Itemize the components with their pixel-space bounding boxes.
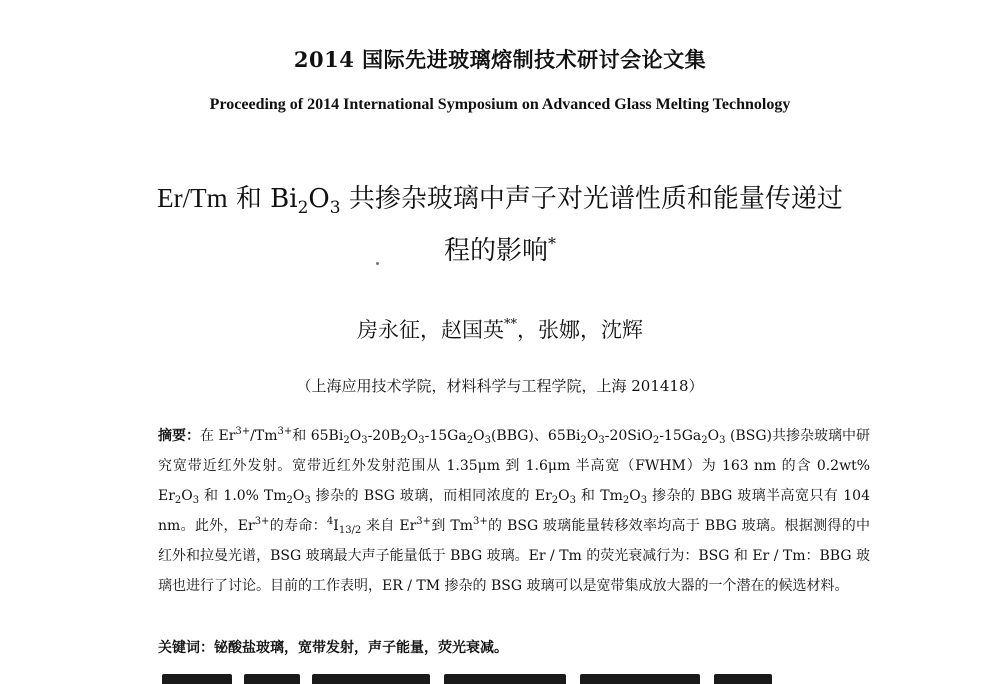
abstract-sup: 3+ — [277, 426, 293, 437]
cut-off-glyphs — [244, 674, 300, 684]
abstract-text: O — [181, 488, 193, 504]
abstract-text: 和 1.0% Tm — [199, 488, 287, 504]
title-footnote-mark: * — [548, 234, 556, 253]
abstract-text: O — [406, 428, 419, 444]
abstract-text: 来自 Er — [361, 518, 417, 534]
cut-off-glyphs — [162, 674, 232, 684]
abstract-text: O — [586, 428, 599, 444]
cut-off-glyphs — [580, 674, 700, 684]
abstract-sub: 3 — [640, 495, 648, 506]
affiliation: （上海应用技术学院，材料科学与工程学院，上海 201418） — [296, 377, 704, 395]
title-part: 程的影响 — [443, 236, 548, 266]
abstract-sub: 2 — [174, 495, 182, 506]
proceedings-title-cn: 2014 国际先进玻璃熔制技术研讨会论文集 — [293, 47, 707, 72]
title-sub: 3 — [329, 198, 341, 218]
abstract-sub: 3 — [569, 495, 576, 506]
abstract-sup: 4 — [326, 516, 334, 527]
abstract-sup: 3+ — [473, 516, 488, 527]
abstract-paragraph — [158, 421, 870, 601]
authors-part: ，张娜，沈辉 — [517, 318, 643, 342]
cut-off-glyphs — [714, 674, 772, 684]
abstract-text: -20SiO — [604, 428, 653, 444]
abstract — [158, 421, 870, 601]
title-part: 和 Bi — [227, 184, 298, 214]
corresponding-mark: ** — [504, 317, 517, 332]
cut-off-glyphs — [312, 674, 430, 684]
abstract-text: 的 BSG 玻璃能量转移效率均高于 BBG 玻璃。根据测得的中红外和拉曼光谱，BSG 玻璃最大声子能量低于 BBG 玻璃。Er / Tm 的荧光衰减行为：BSG 和 Er / Tm：BBG 玻璃也进行了讨论。目前的工作表明，ER / TM 掺杂的 BSG 玻璃可以是宽带集成放大器的一个潜在的候选材料。 — [158, 518, 870, 594]
abstract-sub: 13/2 — [338, 525, 362, 536]
cut-off-heading — [162, 670, 772, 684]
authors-part: 房永征，赵国英 — [357, 318, 504, 342]
abstract-sub: 2 — [652, 435, 660, 446]
abstract-text: O — [558, 488, 570, 504]
abstract-text: -15Ga — [659, 428, 702, 444]
abstract-label: 摘要： — [158, 428, 201, 444]
abstract-text: 掺杂的 BSG 玻璃，而相同浓度的 Er — [310, 488, 552, 504]
abstract-text: -15Ga — [424, 428, 467, 444]
title-part: O — [308, 184, 330, 214]
abstract-sup: 3+ — [416, 516, 432, 527]
keywords: 关键词：铋酸盐玻璃，宽带发射，声子能量，荧光衰减。 — [158, 640, 508, 656]
abstract-sub: 2 — [701, 435, 708, 446]
abstract-text: 到 Tm — [431, 518, 473, 534]
proceedings-title-en: Proceeding of 2014 International Symposium on Advanced Glass Melting Technology — [209, 96, 791, 113]
abstract-text: (BSG)共掺杂玻璃中研究宽带近红外发射。宽带近红外发射范围从 1.35μm 到 1.6μm 半高宽（FWHM）为 163 nm 的含 0.2wt% Er — [158, 428, 871, 504]
abstract-text: O — [349, 428, 362, 444]
abstract-sub: 2 — [343, 435, 350, 446]
abstract-sub: 2 — [580, 435, 587, 446]
abstract-text: (BBG)、65Bi — [490, 428, 581, 444]
abstract-text: 掺杂的 BBG 玻璃半高宽只有 104 nm。此外，Er — [158, 488, 870, 534]
abstract-sub: 2 — [286, 495, 293, 506]
abstract-sub: 3 — [598, 435, 605, 446]
title-part: Er/Tm — [157, 183, 228, 213]
abstract-sup: 3+ — [235, 426, 251, 437]
abstract-text: /Tm — [250, 428, 278, 444]
abstract-text: 在 Er — [200, 428, 236, 444]
abstract-sub: 3 — [192, 495, 200, 506]
abstract-text: -20B — [367, 428, 401, 444]
abstract-text: 和 Tm — [576, 488, 623, 504]
abstract-text: 的寿命： — [269, 518, 327, 534]
abstract-sub: 2 — [466, 435, 474, 446]
abstract-sub: 3 — [719, 435, 726, 446]
abstract-sub: 3 — [418, 435, 425, 446]
abstract-text: O — [629, 488, 641, 504]
title-sub: 2 — [297, 198, 309, 218]
author-list — [0, 314, 1000, 344]
abstract-sub: 2 — [622, 495, 630, 506]
abstract-sub: 2 — [551, 495, 559, 506]
abstract-sub: 3 — [304, 495, 311, 506]
abstract-text: O — [292, 488, 305, 504]
abstract-text: O — [707, 428, 720, 444]
scan-speck — [376, 262, 379, 265]
title-part: 共掺杂玻璃中声子对光谱性质和能量传递过 — [340, 184, 843, 214]
abstract-sub: 2 — [400, 435, 407, 446]
abstract-sub: 3 — [484, 435, 491, 446]
abstract-text: I — [333, 518, 339, 534]
abstract-sub: 3 — [361, 435, 368, 446]
cut-off-glyphs — [444, 674, 566, 684]
paper-title — [100, 172, 900, 277]
abstract-text: O — [473, 428, 485, 444]
abstract-text: 和 65Bi — [292, 428, 344, 444]
abstract-sup: 3+ — [254, 516, 270, 527]
